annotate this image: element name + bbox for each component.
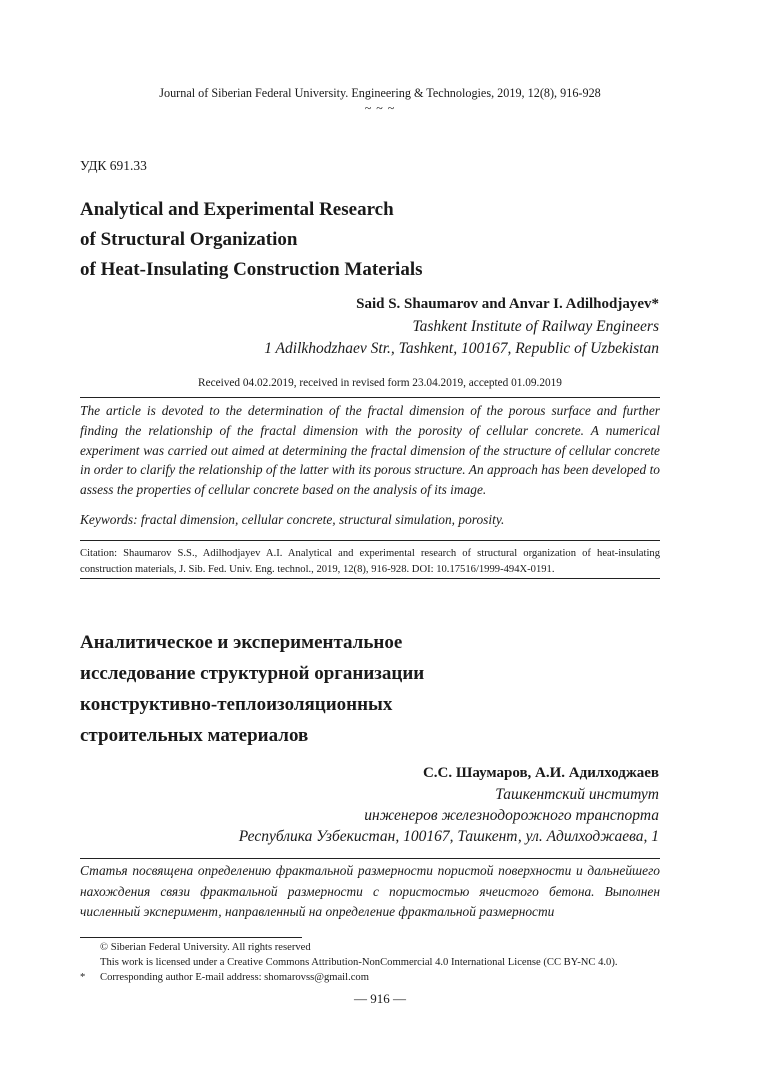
title-line: Analytical and Experimental Research <box>80 199 394 220</box>
header-ornament: ~ ~ ~ <box>364 101 396 115</box>
journal-header: Journal of Siberian Federal University. Engineering & Technologies, 2019, 12(8), 916-928 <box>159 86 601 100</box>
affiliation-line: Республика Узбекистан, 100167, Ташкент, ул. Адилходжаева, 1 <box>238 828 659 845</box>
keywords-en: Keywords: fractal dimension, cellular concrete, structural simulation, porosity. <box>80 512 505 527</box>
divider <box>80 397 660 398</box>
affiliation-line: Ташкентский институт <box>495 786 659 803</box>
footnote-copyright: © Siberian Federal University. All rights reserved <box>100 942 311 953</box>
footnote-corresponding: Corresponding author E-mail address: shomarovss@gmail.com <box>100 972 369 983</box>
title-line: конструктивно-теплоизоляционных <box>80 694 393 715</box>
footnote-rule <box>80 937 302 938</box>
affiliation-line: инженеров железнодорожного транспорта <box>364 807 659 824</box>
authors-en: Said S. Shaumarov and Anvar I. Adilhodjayev* <box>356 296 659 312</box>
title-line: исследование структурной организации <box>80 663 425 684</box>
abstract-en: The article is devoted to the determination of the fractal dimension of the porous surface and further finding the relationship of the fractal dimension with the porosity of cellular concrete. A numerical experiment was carried out aimed at determining the fractal dimension of the structure of cellular concrete in order to clarify the relationship of the latter with its porous structure. An approach has been developed to assess the properties of cellular concrete based on the analysis of its image. <box>80 403 660 498</box>
divider <box>80 540 660 541</box>
footnote-marker: * <box>80 972 86 983</box>
title-line: строительных материалов <box>80 725 309 746</box>
citation: Citation: Shaumarov S.S., Adilhodjayev A.I. Analytical and experimental research of structural organization of heat-insulating construction materials, J. Sib. Fed. Univ. Eng. technol., 2019, 12(8), 916-928. DOI: 10.17516/1999-494X-0191. <box>80 548 660 575</box>
page-number: — 916 — <box>354 991 406 1006</box>
title-line: Аналитическое и экспериментальное <box>80 632 403 653</box>
paper-title-ru <box>80 627 424 751</box>
abstract-ru: Статья посвящена определению фрактальной размерности пористой поверхности и дальнейшего нахождения связи фрактальной размерности с пористостью ячеистого бетона. Выполнен численный эксперимент, направленный на определение фрактальной размерности <box>80 863 660 919</box>
affiliation-line: Tashkent Institute of Railway Engineers <box>412 318 659 335</box>
title-line: of Heat-Insulating Construction Materials <box>80 259 423 280</box>
divider <box>80 578 660 579</box>
received-dates: Received 04.02.2019, received in revised form 23.04.2019, accepted 01.09.2019 <box>198 377 562 389</box>
title-line: of Structural Organization <box>80 229 298 250</box>
footnote-license: This work is licensed under a Creative Commons Attribution-NonCommercial 4.0 International License (CC BY-NC 4.0). <box>100 957 618 968</box>
paper-title-en <box>80 195 423 285</box>
divider <box>80 858 660 859</box>
authors-ru: С.С. Шаумаров, А.И. Адилходжаев <box>422 765 659 781</box>
affiliation-line: 1 Adilkhodzhaev Str., Tashkent, 100167, Republic of Uzbekistan <box>264 340 659 357</box>
udk-code: УДК 691.33 <box>80 158 147 173</box>
